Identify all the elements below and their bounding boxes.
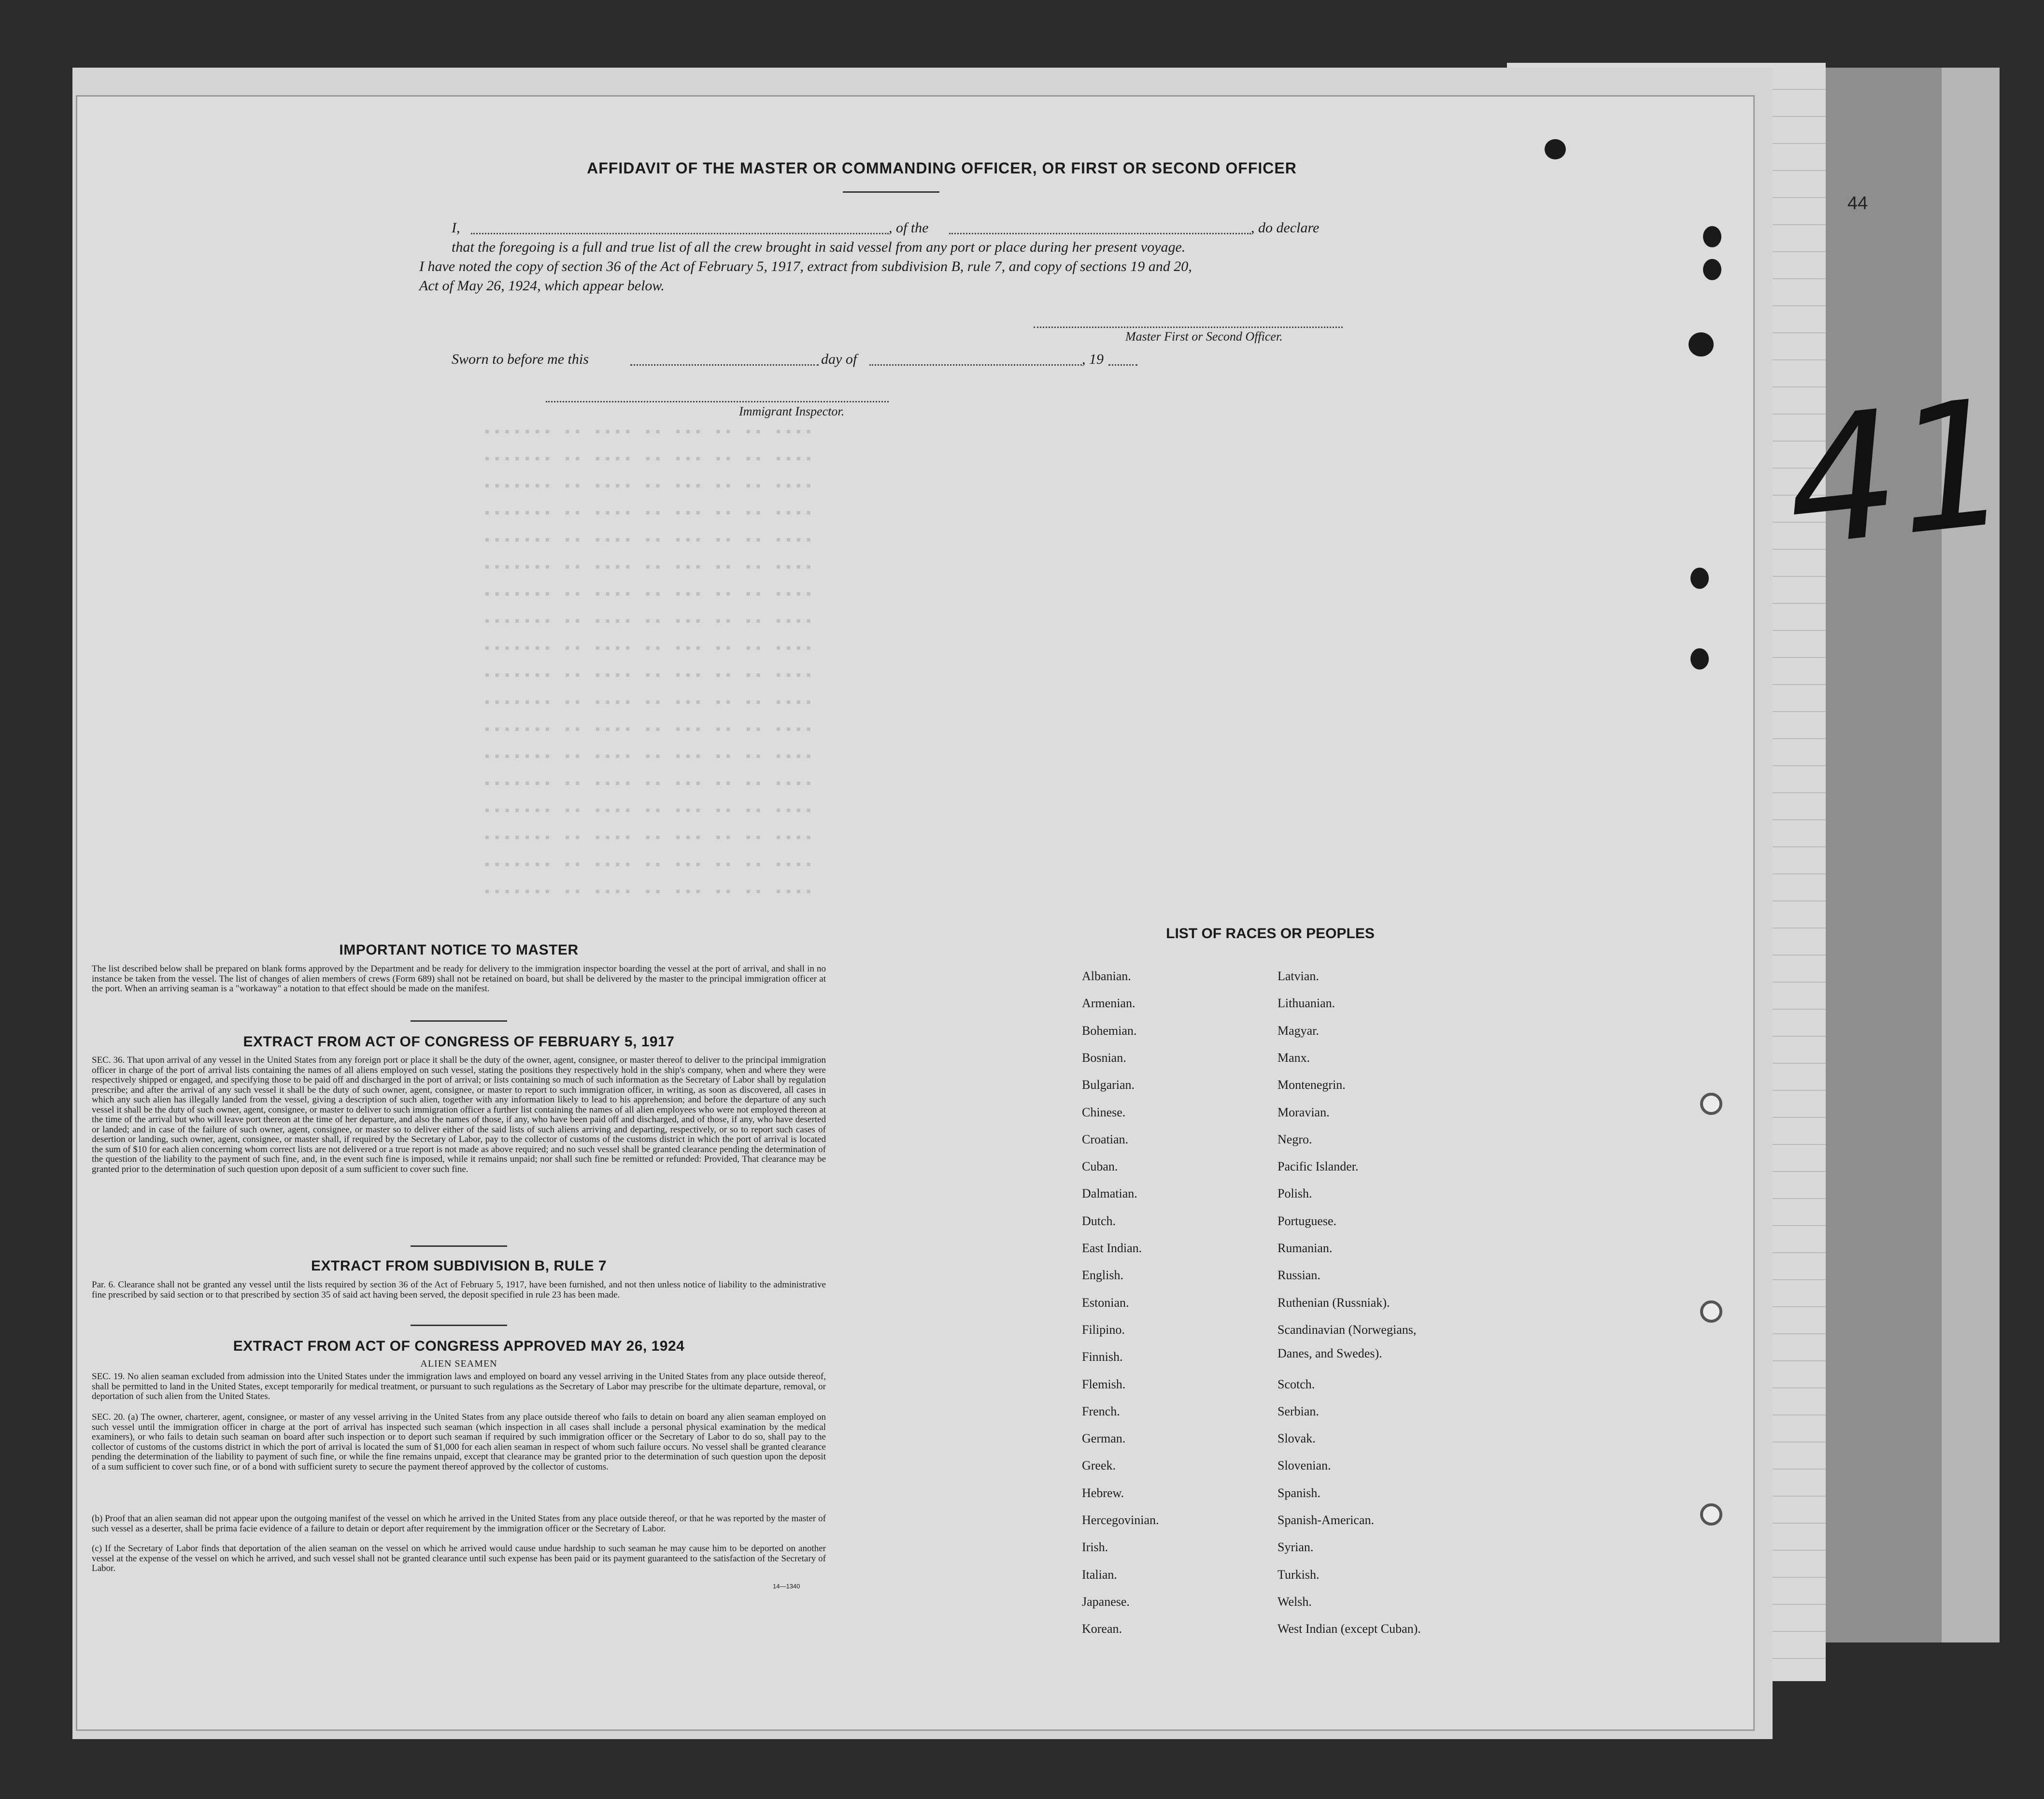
extract-1917-title: EXTRACT FROM ACT OF CONGRESS OF FEBRUARY 5, 1917 bbox=[243, 1034, 675, 1050]
race-item: Latvian. bbox=[1278, 969, 1319, 983]
ghost-row: ▪▪▪▪▪▪▪ ▪▪ ▪▪▪▪ ▪▪ ▪▪▪ ▪▪ ▪▪ ▪▪▪▪ bbox=[483, 587, 815, 602]
inspector-signature-label: Immigrant Inspector. bbox=[739, 404, 845, 418]
race-item: Rumanian. bbox=[1278, 1241, 1333, 1255]
ghost-row: ▪▪▪▪▪▪▪ ▪▪ ▪▪▪▪ ▪▪ ▪▪▪ ▪▪ ▪▪ ▪▪▪▪ bbox=[483, 669, 815, 684]
race-item: French. bbox=[1082, 1404, 1120, 1418]
form-code: 14—1340 bbox=[773, 1583, 800, 1590]
handwritten-number: 41 bbox=[1777, 361, 2018, 585]
affidavit-sheet bbox=[77, 97, 1753, 1729]
race-item: Finnish. bbox=[1082, 1350, 1123, 1364]
ghost-row: ▪▪▪▪▪▪▪ ▪▪ ▪▪▪▪ ▪▪ ▪▪▪ ▪▪ ▪▪ ▪▪▪▪ bbox=[483, 750, 815, 765]
race-item: Chinese. bbox=[1082, 1105, 1126, 1119]
extract-1924-title: EXTRACT FROM ACT OF CONGRESS APPROVED MAY 26, 1924 bbox=[233, 1338, 685, 1354]
race-item: Croatian. bbox=[1082, 1132, 1129, 1146]
ghost-row: ▪▪▪▪▪▪▪ ▪▪ ▪▪▪▪ ▪▪ ▪▪▪ ▪▪ ▪▪ ▪▪▪▪ bbox=[483, 831, 815, 846]
sworn-date-field[interactable] bbox=[630, 364, 819, 366]
race-item: Polish. bbox=[1278, 1186, 1312, 1201]
race-item: Japanese. bbox=[1082, 1594, 1130, 1609]
punch-hole-icon bbox=[1545, 139, 1566, 159]
day-of-label: day of bbox=[821, 351, 857, 367]
race-item: Dutch. bbox=[1082, 1214, 1116, 1228]
race-item: Armenian. bbox=[1082, 996, 1136, 1011]
race-item: Welsh. bbox=[1278, 1594, 1312, 1609]
race-item: Cuban. bbox=[1082, 1159, 1118, 1174]
race-item: Spanish. bbox=[1278, 1485, 1320, 1500]
ghost-row: ▪▪▪▪▪▪▪ ▪▪ ▪▪▪▪ ▪▪ ▪▪▪ ▪▪ ▪▪ ▪▪▪▪ bbox=[483, 696, 815, 711]
affidavit-i: I, bbox=[452, 220, 460, 236]
vessel-field[interactable] bbox=[949, 233, 1251, 234]
race-item: Scotch. bbox=[1278, 1377, 1315, 1391]
race-item: Albanian. bbox=[1082, 969, 1131, 983]
race-item: Montenegrin. bbox=[1278, 1078, 1346, 1092]
notice-title: IMPORTANT NOTICE TO MASTER bbox=[339, 942, 579, 958]
punch-hole-icon bbox=[1703, 226, 1721, 247]
race-item: German. bbox=[1082, 1431, 1126, 1446]
ghost-row: ▪▪▪▪▪▪▪ ▪▪ ▪▪▪▪ ▪▪ ▪▪▪ ▪▪ ▪▪ ▪▪▪▪ bbox=[483, 425, 815, 440]
affidavit-title: AFFIDAVIT OF THE MASTER OR COMMANDING OFFICER, OR FIRST OR SECOND OFFICER bbox=[587, 159, 1297, 177]
divider bbox=[411, 1020, 507, 1022]
year-label: , 19 bbox=[1082, 351, 1104, 367]
master-signature-field[interactable] bbox=[1034, 327, 1343, 328]
sec-20b-text: (b) Proof that an alien seaman did not appear upon the outgoing manifest of the vessel on which he arrived in the United States from any place outside thereof, or that he was reported by the master of such vessel as a deserter, shall be prima facie evidence of a failure to detain or deport after requirement by the immigration officer or the Secretary of Labor. bbox=[92, 1513, 826, 1534]
ghost-row: ▪▪▪▪▪▪▪ ▪▪ ▪▪▪▪ ▪▪ ▪▪▪ ▪▪ ▪▪ ▪▪▪▪ bbox=[483, 560, 815, 575]
race-item: Italian. bbox=[1082, 1567, 1117, 1582]
punch-hole-icon bbox=[1690, 648, 1709, 670]
extract-rule7-text: Par. 6. Clearance shall not be granted any vessel until the lists required by section 36 of the Act of February 5, 1917, have been furnished, and not then unless notice of liability to the administrative fine prescribed by said section or to that prescribed by section 35 of said act having been served, the deposit specified in rule 23 has been made. bbox=[92, 1280, 826, 1300]
name-field[interactable] bbox=[471, 233, 889, 234]
races-title: LIST OF RACES OR PEOPLES bbox=[1166, 926, 1375, 942]
race-item: Bosnian. bbox=[1082, 1050, 1126, 1065]
race-item: Greek. bbox=[1082, 1458, 1116, 1473]
race-item: Spanish-American. bbox=[1278, 1513, 1375, 1527]
ring-hole-icon bbox=[1700, 1503, 1722, 1526]
ghost-row: ▪▪▪▪▪▪▪ ▪▪ ▪▪▪▪ ▪▪ ▪▪▪ ▪▪ ▪▪ ▪▪▪▪ bbox=[483, 614, 815, 629]
ghost-row: ▪▪▪▪▪▪▪ ▪▪ ▪▪▪▪ ▪▪ ▪▪▪ ▪▪ ▪▪ ▪▪▪▪ bbox=[483, 723, 815, 738]
race-item: Turkish. bbox=[1278, 1567, 1320, 1582]
punch-hole-icon bbox=[1689, 332, 1714, 357]
divider bbox=[411, 1245, 507, 1247]
race-item: Ruthenian (Russniak). bbox=[1278, 1295, 1390, 1310]
race-item: East Indian. bbox=[1082, 1241, 1142, 1255]
sworn-year-field[interactable] bbox=[1108, 364, 1137, 366]
inspector-signature-field[interactable] bbox=[546, 401, 889, 402]
sec-19-text: SEC. 19. No alien seaman excluded from admission into the United States under the immigration laws and employed on board any vessel arriving in the United States from any place outside thereof, shall be permitted to land in the United States, except temporarily for medical treatment, or pursuant to such regulations as the Secretary of Labor may prescribe for the ultimate departure, removal, or deportation of such alien from the United States. bbox=[92, 1371, 826, 1401]
race-item: Filipino. bbox=[1082, 1322, 1125, 1337]
affidavit-line-3: I have noted the copy of section 36 of the Act of February 5, 1917, extract from subdivision B, rule 7, and copy of sections 19 and 20, bbox=[419, 258, 1192, 274]
race-item: Russian. bbox=[1278, 1268, 1320, 1283]
affidavit-line-4: Act of May 26, 1924, which appear below. bbox=[419, 278, 665, 294]
master-signature-label: Master First or Second Officer. bbox=[1125, 329, 1283, 343]
ghost-row: ▪▪▪▪▪▪▪ ▪▪ ▪▪▪▪ ▪▪ ▪▪▪ ▪▪ ▪▪ ▪▪▪▪ bbox=[483, 506, 815, 521]
race-item: Hercegovinian. bbox=[1082, 1513, 1159, 1527]
ghost-row: ▪▪▪▪▪▪▪ ▪▪ ▪▪▪▪ ▪▪ ▪▪▪ ▪▪ ▪▪ ▪▪▪▪ bbox=[483, 777, 815, 792]
extract-rule7-title: EXTRACT FROM SUBDIVISION B, RULE 7 bbox=[311, 1258, 607, 1274]
divider bbox=[411, 1325, 507, 1326]
affidavit-of-the: , of the bbox=[889, 220, 929, 236]
alien-seamen-subtitle: ALIEN SEAMEN bbox=[420, 1358, 497, 1369]
race-item: Serbian. bbox=[1278, 1404, 1319, 1418]
affidavit-line-2: that the foregoing is a full and true list of all the crew brought in said vessel from any port or place during her present voyage. bbox=[452, 239, 1186, 255]
race-item: Danes, and Swedes). bbox=[1278, 1346, 1382, 1360]
race-item: Lithuanian. bbox=[1278, 996, 1335, 1011]
sworn-month-field[interactable] bbox=[869, 364, 1082, 366]
title-underline bbox=[843, 191, 939, 193]
race-item: Hebrew. bbox=[1082, 1485, 1124, 1500]
sworn-prefix: Sworn to before me this bbox=[452, 351, 589, 367]
ghost-row: ▪▪▪▪▪▪▪ ▪▪ ▪▪▪▪ ▪▪ ▪▪▪ ▪▪ ▪▪ ▪▪▪▪ bbox=[483, 858, 815, 873]
ring-hole-icon bbox=[1700, 1300, 1722, 1323]
sec-20a-text: SEC. 20. (a) The owner, charterer, agent, consignee, or master of any vessel arriving in the United States from any place outside thereof who fails to detain on board any alien seaman employed on such vessel until the immigration officer in charge at the port of arrival has inspected such seaman (which inspection in all cases shall include a personal physical examination by the medical examiners), or who fails to detain such seaman on board after such inspection or to deport such seaman if required by such immigration officer or the Secretary of Labor to do so, shall pay to the collector of customs of the customs district in which the port of arrival is located the sum of $1,000 for each alien seaman in respect of whom such failure occurs. No vessel shall be granted clearance pending the determination of the liability to payment of such fine, or while the fine remains unpaid, except that clearance may be granted prior to the determination of such question upon the deposit of a sum sufficient to cover such fine, or of a bond with sufficient surety to secure the payment thereof approved by the collector of customs. bbox=[92, 1412, 826, 1472]
page-number: 44 bbox=[1847, 193, 1868, 214]
race-item: Irish. bbox=[1082, 1540, 1108, 1555]
race-item: Scandinavian (Norwegians, bbox=[1278, 1322, 1417, 1337]
sec-20c-text: (c) If the Secretary of Labor finds that deportation of the alien seaman on the vessel on which he arrived would cause undue hardship to such seaman he may cause him to be deported on another vessel at the expense of the vessel on which he arrived, and such vessel shall not be granted clearance until such expense has been paid or its payment guaranteed to the satisfaction of the Secretary of Labor. bbox=[92, 1543, 826, 1573]
ghost-row: ▪▪▪▪▪▪▪ ▪▪ ▪▪▪▪ ▪▪ ▪▪▪ ▪▪ ▪▪ ▪▪▪▪ bbox=[483, 533, 815, 548]
race-item: Bohemian. bbox=[1082, 1023, 1137, 1038]
punch-hole-icon bbox=[1690, 568, 1709, 589]
race-item: English. bbox=[1082, 1268, 1123, 1283]
race-item: Slovenian. bbox=[1278, 1458, 1331, 1473]
race-item: Korean. bbox=[1082, 1622, 1122, 1636]
race-item: Dalmatian. bbox=[1082, 1186, 1137, 1201]
ring-hole-icon bbox=[1700, 1093, 1722, 1115]
race-item: Portuguese. bbox=[1278, 1214, 1337, 1228]
race-item: Bulgarian. bbox=[1082, 1078, 1135, 1092]
race-item: Syrian. bbox=[1278, 1540, 1314, 1555]
affidavit-do-declare: , do declare bbox=[1251, 220, 1320, 236]
race-item: West Indian (except Cuban). bbox=[1278, 1622, 1421, 1636]
punch-hole-icon bbox=[1703, 259, 1721, 280]
race-item: Negro. bbox=[1278, 1132, 1312, 1146]
race-item: Pacific Islander. bbox=[1278, 1159, 1359, 1174]
notice-text: The list described below shall be prepared on blank forms approved by the Department and be ready for delivery to the immigration inspector boarding the vessel at the port of arrival, and shall in no instance be taken from the vessel. The list of changes of alien members of crews (Form 689) shall not be retained on board, but shall be delivered by the master to the principal immigration officer at the port. When an arriving seaman is a "workaway" a notation to that effect should be made on the manifest. bbox=[92, 964, 826, 994]
ghost-row: ▪▪▪▪▪▪▪ ▪▪ ▪▪▪▪ ▪▪ ▪▪▪ ▪▪ ▪▪ ▪▪▪▪ bbox=[483, 479, 815, 494]
race-item: Magyar. bbox=[1278, 1023, 1319, 1038]
ghost-row: ▪▪▪▪▪▪▪ ▪▪ ▪▪▪▪ ▪▪ ▪▪▪ ▪▪ ▪▪ ▪▪▪▪ bbox=[483, 804, 815, 819]
ghost-row: ▪▪▪▪▪▪▪ ▪▪ ▪▪▪▪ ▪▪ ▪▪▪ ▪▪ ▪▪ ▪▪▪▪ bbox=[483, 452, 815, 467]
race-item: Moravian. bbox=[1278, 1105, 1330, 1119]
race-item: Flemish. bbox=[1082, 1377, 1126, 1391]
race-item: Manx. bbox=[1278, 1050, 1310, 1065]
race-item: Slovak. bbox=[1278, 1431, 1316, 1446]
ghost-row: ▪▪▪▪▪▪▪ ▪▪ ▪▪▪▪ ▪▪ ▪▪▪ ▪▪ ▪▪ ▪▪▪▪ bbox=[483, 885, 815, 900]
race-item: Estonian. bbox=[1082, 1295, 1129, 1310]
ghost-row: ▪▪▪▪▪▪▪ ▪▪ ▪▪▪▪ ▪▪ ▪▪▪ ▪▪ ▪▪ ▪▪▪▪ bbox=[483, 642, 815, 657]
extract-1917-text: SEC. 36. That upon arrival of any vessel in the United States from any foreign port or place it shall be the duty of the owner, agent, consignee, or master thereof to deliver to the principal immigration officer in charge of the port of arrival lists containing the names of all aliens employed on such vessel, stating the positions they respectively hold in the ship's company, when and where they were respectively shipped or engaged, and specifying those to be paid off and discharged in the port of arrival; or lists containing so much of such information as the Secretary of Labor shall by regulation prescribe; and after the arrival of any such vessel it shall be the duty of such owner, agent, consignee, or master to report to such immigration officer, in writing, as soon as discovered, all cases in which any such alien has illegally landed from the vessel, giving a description of such alien, together with any information likely to lead to his apprehension; and before the departure of any such vessel it shall be the duty of such owner, agent, consignee, or master to deliver to such immigration officer a further list containing the names of all alien employees who were not employed thereon at the time of the arrival but who will leave port thereon at the time of her departure, and also the names of those, if any, who have been paid off and discharged, and of those, if any, who have deserted or landed; and in case of the failure of such owner, agent, consignee, or master so to deliver either of the said lists of such aliens arriving and departing, respectively, or so to report such cases of desertion or landing, such owner, agent, consignee, or master shall, if required by the Secretary of Labor, pay to the collector of customs of the customs district in which the port of arrival is located the sum of $10 for each alien concerning whom correct lists are not delivered or a true report is not made as above required; and no such vessel shall be granted clearance pending the determination of the question of the liability to the payment of such fine, and, in the event such fine is imposed, while it remains unpaid; nor shall such fine be remitted or refunded: Provided, That clearance may be granted prior to the determination of such question upon deposit of a sum sufficient to cover such fine. bbox=[92, 1055, 826, 1174]
